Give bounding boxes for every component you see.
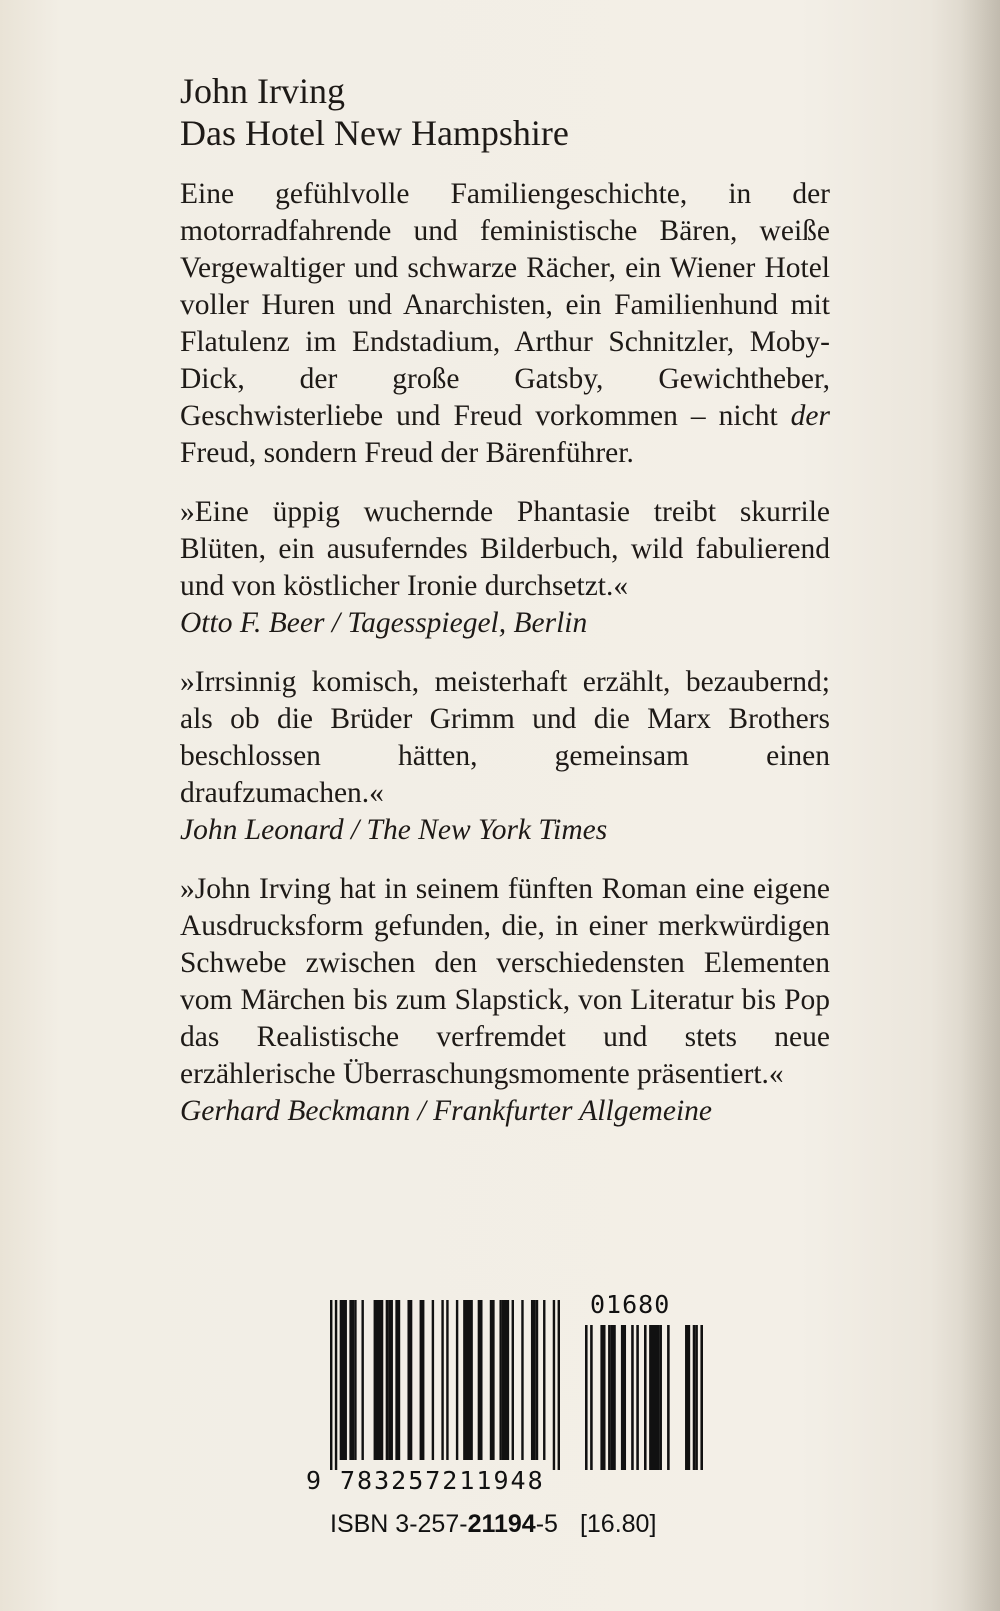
barcode-bar <box>590 1325 593 1470</box>
description-part-b: Freud, sondern Freud der Bärenführer. <box>180 437 634 469</box>
price-label: [16.80] <box>579 1510 657 1538</box>
barcode-bar <box>502 1300 509 1460</box>
barcode-bar <box>420 1300 422 1460</box>
quote-text: »John Irving hat in seinem fünften Roman eine eigene Ausdrucksform gefunden, die, in einer merkwürdigen Schwebe zwischen den verschiedensten Elementen vom Märchen bis zum Slapstick, von Literatur bis Pop das Realistische verfremdet und stets neue erzählerische Überraschungsmomente präsentiert.« <box>180 873 830 1090</box>
barcode-first-digit: 9 <box>306 1466 322 1495</box>
barcode-bar <box>512 1300 514 1460</box>
isbn-bold-part: 21194 <box>467 1510 536 1538</box>
barcode-bar <box>463 1300 468 1460</box>
barcode-bar <box>636 1325 639 1470</box>
barcode-digits: 783257211948 <box>340 1466 545 1495</box>
barcode-bar <box>558 1300 560 1470</box>
book-description <box>180 176 830 472</box>
barcode-bar <box>478 1300 483 1460</box>
barcode-bar <box>330 1300 332 1470</box>
barcode-bar <box>386 1300 388 1460</box>
back-cover-text <box>180 70 830 1130</box>
review-quote-3 <box>180 871 830 1130</box>
barcode-bar <box>335 1300 337 1470</box>
barcode-bar <box>600 1325 605 1470</box>
barcode-bar <box>536 1300 538 1460</box>
barcode-bar <box>340 1300 347 1460</box>
barcode-bar <box>395 1300 400 1460</box>
barcode-bar <box>499 1300 501 1460</box>
book-title: Das Hotel New Hampshire <box>180 113 569 153</box>
barcode-bar <box>456 1300 458 1460</box>
isbn-suffix: -5 <box>535 1510 558 1538</box>
ean-barcode-bars <box>330 1300 560 1470</box>
quote-source: Gerhard Beckmann / Frankfurter Allgemeine <box>180 1095 712 1127</box>
barcode-bar <box>441 1300 443 1460</box>
barcode-bar <box>659 1325 662 1470</box>
review-quote-2 <box>180 664 830 849</box>
barcode-bar <box>700 1325 703 1470</box>
addon-barcode-bars <box>585 1325 703 1470</box>
quote-text: »Eine üppig wuchernde Phantasie treibt skurrile Blüten, ein ausuferndes Bilderbuch, wild fabulierend und von köstlicher Ironie durchsetzt.« <box>180 496 830 602</box>
barcode-bar <box>621 1325 626 1470</box>
barcode-bar <box>649 1325 659 1470</box>
quote-source: John Leonard / The New York Times <box>180 814 608 846</box>
barcode-bar <box>388 1300 393 1460</box>
isbn-line <box>330 1510 656 1539</box>
barcode-bar <box>361 1300 363 1460</box>
barcode-bar <box>407 1300 412 1460</box>
barcode-bar <box>611 1325 616 1470</box>
quote-text: »Irrsinnig komisch, meisterhaft erzählt, bezaubernd; als ob die Brüder Grimm und die Marx Brothers beschlossen hätten, gemeinsam einen draufzumachen.« <box>180 666 830 809</box>
barcode-bar <box>644 1325 647 1470</box>
barcode-bar <box>432 1300 434 1460</box>
barcode-bar <box>553 1300 555 1470</box>
barcode-bar <box>354 1300 356 1460</box>
barcode-bar <box>585 1325 588 1470</box>
cover-edge-shadow <box>960 0 1000 1611</box>
barcode-bar <box>422 1300 424 1460</box>
description-emphasis: der <box>790 400 830 432</box>
barcode-addon-digits: 01680 <box>590 1290 671 1319</box>
barcode-bar <box>695 1325 698 1470</box>
barcode <box>306 1290 720 1540</box>
barcode-bar <box>374 1300 384 1460</box>
barcode-bar <box>521 1300 523 1460</box>
barcode-bar <box>685 1325 690 1470</box>
isbn-prefix: ISBN 3-257- <box>330 1510 468 1538</box>
barcode-bar <box>349 1300 354 1460</box>
barcode-bar <box>543 1300 545 1460</box>
author-name: John Irving <box>180 71 345 111</box>
barcode-bar <box>631 1325 634 1470</box>
barcode-bar <box>490 1300 495 1460</box>
review-quote-1 <box>180 494 830 642</box>
barcode-bar <box>446 1300 448 1460</box>
quote-source: Otto F. Beer / Tagesspiegel, Berlin <box>180 607 588 639</box>
barcode-bar <box>667 1325 670 1470</box>
barcode-bar <box>531 1300 536 1460</box>
barcode-bar <box>468 1300 473 1460</box>
barcode-bar <box>608 1325 611 1470</box>
barcode-bar <box>693 1325 696 1470</box>
description-part-a: Eine gefühlvolle Familiengeschichte, in der motorradfahrende und feministische Bären, weiße Vergewaltiger und schwarze Rächer, ein Wiener Hotel voller Huren und Anarchisten, ein Familienhund mit Flatulenz im Endstadium, Arthur Schnitzler, Moby-Dick, der große Gatsby, Gewichtheber, Geschwisterliebe und Freud vorkommen – nicht <box>180 178 830 432</box>
